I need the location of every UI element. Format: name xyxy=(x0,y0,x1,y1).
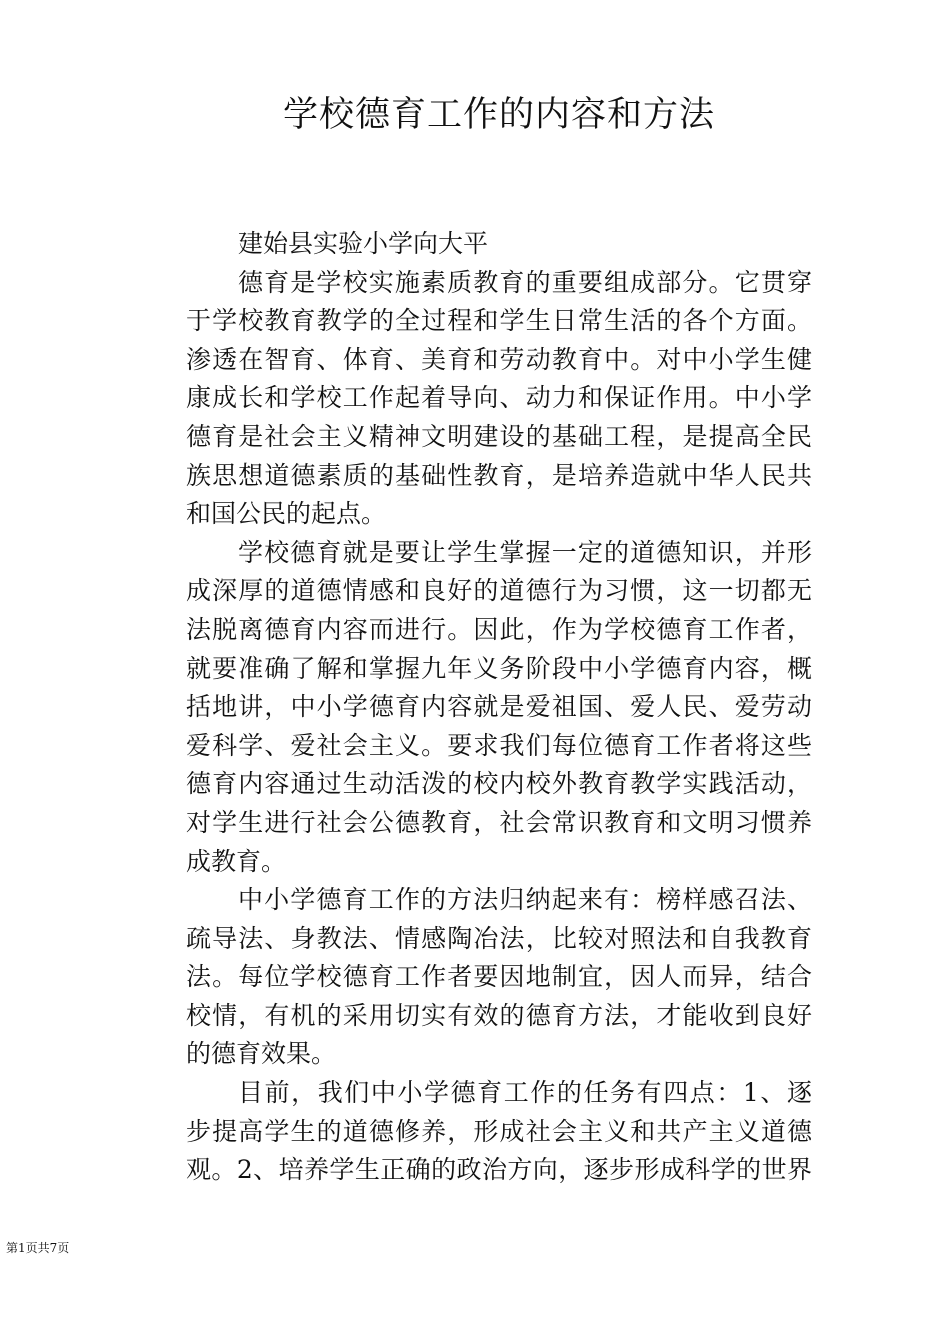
text-line: 于学校教育教学的全过程和学生日常生活的各个方面。 xyxy=(186,306,812,336)
page-title: 学校德育工作的内容和方法 xyxy=(282,95,715,135)
text-line: 德育内容通过生动活泼的校内校外教育教学实践活动， xyxy=(186,769,812,799)
text-line: 中小学德育工作的方法归纳起来有：榜样感召法、 xyxy=(238,885,812,915)
text-line: 和国公民的起点。 xyxy=(186,499,387,529)
text-line: 法。每位学校德育工作者要因地制宜，因人而异，结合 xyxy=(186,962,812,992)
text-line: 渗透在智育、体育、美育和劳动教育中。对中小学生健 xyxy=(186,344,812,374)
text-line: 族思想道德素质的基础性教育，是培养造就中华人民共 xyxy=(186,460,812,490)
text-line: 学校德育就是要让学生掌握一定的道德知识，并形 xyxy=(238,537,812,567)
text-line: 法脱离德育内容而进行。因此，作为学校德育工作者， xyxy=(186,614,812,644)
text-line: 步提高学生的道德修养，形成社会主义和共产主义道德 xyxy=(186,1116,812,1146)
text-line: 的德育效果。 xyxy=(186,1039,337,1069)
document-body xyxy=(186,225,812,1190)
text-line: 就要准确了解和掌握九年义务阶段中小学德育内容，概 xyxy=(186,653,812,683)
text-line: 对学生进行社会公德教育，社会常识教育和文明习惯养 xyxy=(186,807,812,837)
text-line: 成深厚的道德情感和良好的道德行为习惯，这一切都无 xyxy=(186,576,812,606)
text-line: 德育是社会主义精神文明建设的基础工程，是提高全民 xyxy=(186,421,812,451)
text-line: 爱科学、爱社会主义。要求我们每位德育工作者将这些 xyxy=(186,730,812,760)
page-number: 第1页共7页 xyxy=(6,1241,70,1255)
text-line: 疏导法、身教法、情感陶冶法，比较对照法和自我教育 xyxy=(186,923,812,953)
author-line: 建始县实验小学向大平 xyxy=(238,229,489,258)
text-line: 康成长和学校工作起着导向、动力和保证作用。中小学 xyxy=(186,383,812,413)
text-line: 目前，我们中小学德育工作的任务有四点：1、逐 xyxy=(238,1078,812,1108)
text-line: 观。2、培养学生正确的政治方向，逐步形成科学的世界 xyxy=(186,1155,812,1185)
text-line: 德育是学校实施素质教育的重要组成部分。它贯穿 xyxy=(238,267,812,297)
text-line: 括地讲，中小学德育内容就是爱祖国、爱人民、爱劳动 xyxy=(186,692,812,722)
text-line: 校情，有机的采用切实有效的德育方法，才能收到良好 xyxy=(186,1000,812,1030)
text-line: 成教育。 xyxy=(186,846,287,876)
